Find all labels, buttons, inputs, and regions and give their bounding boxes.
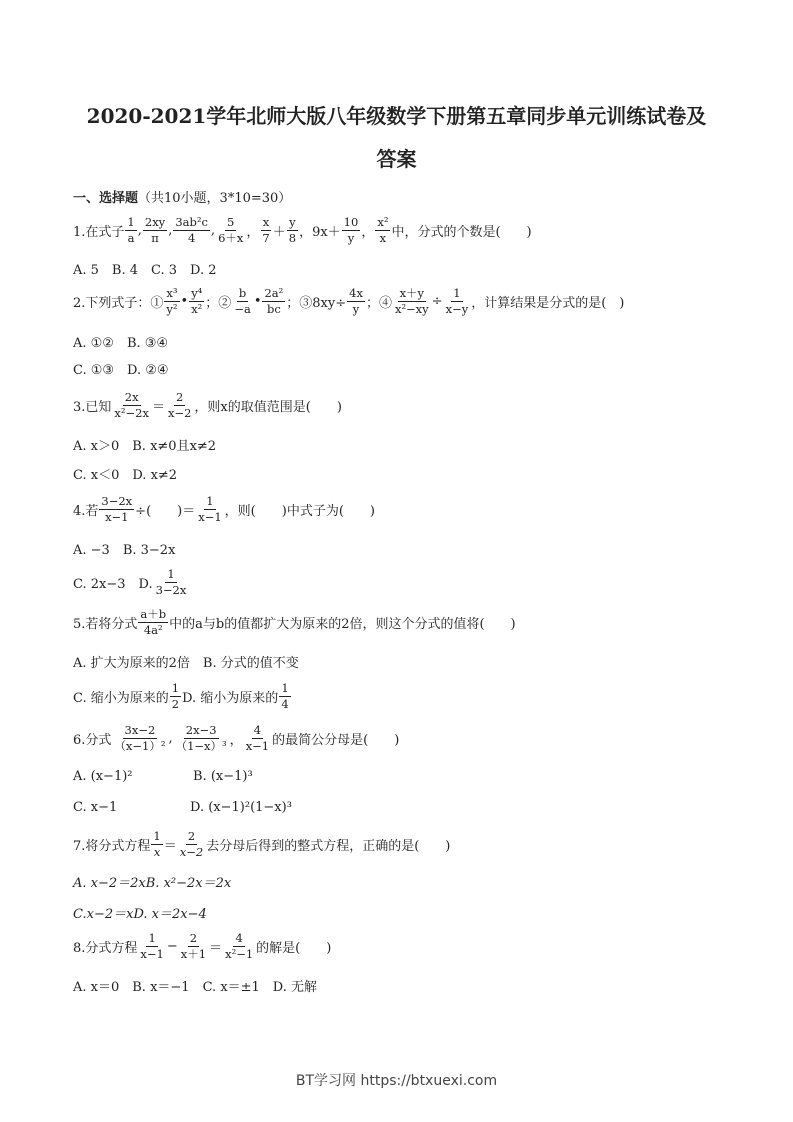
numerator: 3−2x bbox=[101, 493, 133, 508]
numerator: 2 bbox=[176, 389, 184, 404]
question-text: 4.若 bbox=[73, 503, 99, 519]
question-text: 7.将分式方程 bbox=[73, 838, 151, 854]
fraction bbox=[125, 215, 136, 246]
denominator: a bbox=[127, 230, 135, 245]
numerator: 2 bbox=[187, 828, 196, 843]
denominator: x bbox=[153, 844, 161, 859]
question-text: 2.下列式子：① bbox=[73, 295, 164, 311]
numerator: 2x−3 bbox=[185, 722, 217, 737]
answer-options-1: A. 5 B. 4 C. 3 D. 2 bbox=[73, 262, 217, 278]
denominator: x−1 bbox=[140, 946, 164, 961]
denominator: x−2 bbox=[179, 844, 204, 859]
denominator: bc bbox=[266, 301, 281, 316]
fraction bbox=[174, 723, 229, 754]
answer-options-2a: A. ①② B. ③④ bbox=[73, 335, 169, 351]
denominator: 2 bbox=[171, 696, 180, 711]
fraction bbox=[178, 829, 205, 860]
question-text: ；③8xy÷ bbox=[286, 295, 347, 311]
numerator: 1 bbox=[171, 680, 180, 695]
numerator: 1 bbox=[127, 214, 135, 229]
fraction bbox=[342, 215, 361, 246]
numerator: 1 bbox=[148, 930, 156, 945]
option-text: D. 缩小为原来的 bbox=[182, 690, 279, 706]
denominator: x²−1 bbox=[225, 946, 254, 961]
denominator: 8 bbox=[288, 230, 297, 245]
denominator: x² bbox=[191, 301, 203, 316]
option-text: A. (x−1)² bbox=[73, 768, 133, 784]
denominator: x−1 bbox=[245, 738, 270, 753]
fraction bbox=[170, 681, 181, 712]
fraction bbox=[232, 286, 253, 317]
fraction bbox=[216, 215, 245, 246]
document-title-line2: 答案 bbox=[376, 147, 417, 171]
denominator: 7 bbox=[262, 230, 270, 245]
fraction bbox=[154, 567, 189, 598]
question-2 bbox=[73, 279, 624, 323]
denominator: π bbox=[151, 230, 159, 245]
question-text: 6.分式 bbox=[73, 732, 112, 748]
option-text: C. 2x−3 D. bbox=[73, 576, 153, 592]
question-6: 6.分式 $\frac{3x-2}{\text{（x−1）²}}$ , $\frac{2x-3}{\text{（1−x）³}}$ ， $\frac{4}{x-1}$ 的最简公分母是( ) bbox=[73, 722, 400, 753]
denominator: 4a² bbox=[143, 622, 163, 637]
fraction bbox=[223, 931, 255, 962]
option-text: D. (x−1)²(1−x)³ bbox=[190, 799, 292, 815]
denominator: x bbox=[379, 230, 387, 245]
denominator: x＋1 bbox=[180, 946, 207, 961]
numerator: b bbox=[238, 285, 247, 300]
denominator: x²−xy bbox=[394, 301, 429, 316]
numerator: x² bbox=[377, 214, 389, 229]
numerator: 2x bbox=[124, 389, 139, 404]
question-text: ÷( )＝ bbox=[135, 503, 196, 519]
operator: • bbox=[180, 293, 189, 309]
fraction bbox=[112, 723, 167, 754]
answer-options-6a bbox=[73, 766, 253, 786]
fraction bbox=[262, 286, 285, 317]
numerator: a＋b bbox=[140, 606, 167, 621]
section-heading bbox=[73, 186, 291, 206]
fraction bbox=[112, 390, 151, 421]
numerator: 3ab²c bbox=[175, 214, 208, 229]
numerator: 1 bbox=[453, 285, 461, 300]
question-text: 1.在式子 bbox=[73, 224, 125, 240]
numerator: 4 bbox=[253, 722, 262, 737]
question-8 bbox=[73, 924, 331, 968]
denominator: x−1 bbox=[198, 509, 222, 524]
document-title-line1: 2020-2021学年北师大版八年级数学下册第五章同步单元训练试卷及 bbox=[86, 104, 707, 128]
fraction bbox=[138, 931, 165, 962]
numerator: y bbox=[289, 214, 296, 229]
answer-options-3a: A. x＞0 B. x≠0且x≠2 bbox=[73, 438, 217, 454]
fraction bbox=[244, 723, 271, 754]
fraction bbox=[138, 607, 168, 638]
fraction bbox=[189, 286, 204, 317]
question-4 bbox=[73, 487, 375, 531]
question-text: ，则x的取值范围是( ) bbox=[194, 399, 342, 415]
numerator: 2a² bbox=[264, 285, 284, 300]
option-text: C. x−1 bbox=[73, 799, 118, 815]
section-title: 一、选择题 bbox=[73, 190, 139, 206]
denominator: 6＋x bbox=[218, 230, 244, 245]
answer-options-5a: A. 扩大为原来的2倍 B. 分式的值不变 bbox=[73, 655, 299, 671]
question-1: 1.在式子 $\frac{1}{a}$ , $\frac{2xy}{\pi}$ , $\frac{\text{3ab²c}}{4}$ , $\frac{5}{6+x}$ ， $\frac{x}{7}$ ＋ $\frac{y}{8}$ ，9x＋ $\frac{10}{y}$ ， $\frac{\text{x²}}{x}$ 中，分式的个数是( ) bbox=[73, 214, 532, 245]
fraction bbox=[444, 286, 471, 317]
numerator: x＋y bbox=[399, 285, 425, 300]
denominator: x−y bbox=[445, 301, 469, 316]
fraction bbox=[260, 215, 271, 246]
fraction bbox=[99, 494, 134, 525]
denominator: （1−x）³ bbox=[175, 738, 227, 753]
question-3 bbox=[73, 383, 342, 427]
answer-options-4a: A. −3 B. 3−2x bbox=[73, 542, 176, 558]
question-text: ，9x＋ bbox=[299, 224, 341, 240]
answer-options-4b bbox=[73, 560, 189, 604]
operator: ＝ bbox=[163, 838, 177, 854]
operator: ＝ bbox=[209, 940, 223, 956]
question-text: ；② bbox=[205, 295, 232, 311]
answer-options-5b bbox=[73, 674, 292, 718]
option-text: B. (x−1)³ bbox=[193, 768, 253, 784]
fraction bbox=[375, 215, 390, 246]
denominator: x−1 bbox=[105, 509, 129, 524]
numerator: 1 bbox=[206, 493, 214, 508]
denominator: y bbox=[347, 230, 355, 245]
operator: ＝ bbox=[151, 399, 165, 415]
question-text: ；④ bbox=[365, 295, 392, 311]
question-text: 的最简公分母是( ) bbox=[272, 732, 400, 748]
question-7 bbox=[73, 822, 450, 866]
footer-watermark: BT学习网 https://btxuexi.com bbox=[295, 1073, 498, 1089]
numerator: 2xy bbox=[144, 214, 166, 229]
question-text: 8.分式方程 bbox=[73, 940, 138, 956]
denominator: 3−2x bbox=[155, 582, 187, 597]
denominator: y bbox=[352, 301, 360, 316]
operator: • bbox=[253, 293, 262, 309]
operator: ＋ bbox=[272, 224, 286, 240]
fraction bbox=[347, 286, 365, 317]
numerator: x bbox=[262, 214, 270, 229]
numerator: y⁴ bbox=[191, 285, 203, 300]
answer-options-6b bbox=[73, 797, 292, 817]
numerator: 1 bbox=[153, 828, 161, 843]
question-text: 5.若将分式 bbox=[73, 616, 138, 632]
denominator: 4 bbox=[187, 230, 196, 245]
question-5 bbox=[73, 600, 516, 644]
question-text: ，则( )中式子为( ) bbox=[224, 503, 375, 519]
numerator: 1 bbox=[167, 566, 175, 581]
fraction bbox=[164, 286, 179, 317]
denominator: x²−2x bbox=[114, 405, 149, 420]
fraction bbox=[143, 215, 167, 246]
answer-options-2b: C. ①③ D. ②④ bbox=[73, 362, 169, 378]
fraction bbox=[151, 829, 162, 860]
numerator: 2 bbox=[189, 930, 198, 945]
denominator: −a bbox=[234, 301, 251, 316]
denominator: y² bbox=[166, 301, 178, 316]
question-text: 中的a与b的值都扩大为原来的2倍，则这个分式的值将( ) bbox=[169, 616, 516, 632]
answer-options-3b: C. x＜0 D. x≠2 bbox=[73, 467, 178, 483]
denominator: （x−1）² bbox=[114, 738, 166, 753]
question-text: 中，分式的个数是( ) bbox=[391, 224, 532, 240]
fraction bbox=[173, 215, 210, 246]
numerator: 3x−2 bbox=[124, 722, 156, 737]
operator: − bbox=[166, 938, 178, 954]
numerator: 1 bbox=[281, 680, 289, 695]
answer-options-7a: A. x−2＝2xB. x²−2x＝2x bbox=[73, 875, 232, 891]
option-text: C. 缩小为原来的 bbox=[73, 690, 169, 706]
question-text: 去分母后得到的整式方程，正确的是( ) bbox=[206, 838, 451, 854]
denominator: 4 bbox=[281, 696, 289, 711]
fraction bbox=[287, 215, 298, 246]
question-text: 的解是( ) bbox=[256, 940, 332, 956]
denominator: x−2 bbox=[167, 405, 192, 420]
fraction bbox=[166, 390, 193, 421]
answer-options-7b: C.x−2＝xD. x＝2x−4 bbox=[73, 906, 207, 922]
operator: ÷ bbox=[431, 293, 443, 309]
fraction bbox=[196, 494, 223, 525]
numerator: x³ bbox=[166, 285, 178, 300]
answer-options-8: A. x＝0 B. x＝−1 C. x＝±1 D. 无解 bbox=[73, 979, 318, 995]
fraction bbox=[279, 681, 290, 712]
numerator: 5 bbox=[227, 214, 235, 229]
numerator: 4 bbox=[235, 930, 243, 945]
fraction bbox=[393, 286, 431, 317]
section-note: （共10小题，3*10=30） bbox=[138, 190, 292, 206]
numerator: 4x bbox=[349, 285, 363, 300]
fraction bbox=[179, 931, 208, 962]
numerator: 10 bbox=[343, 214, 359, 229]
question-text: ，计算结果是分式的是( ) bbox=[471, 295, 625, 311]
question-text: 3.已知 bbox=[73, 399, 112, 415]
